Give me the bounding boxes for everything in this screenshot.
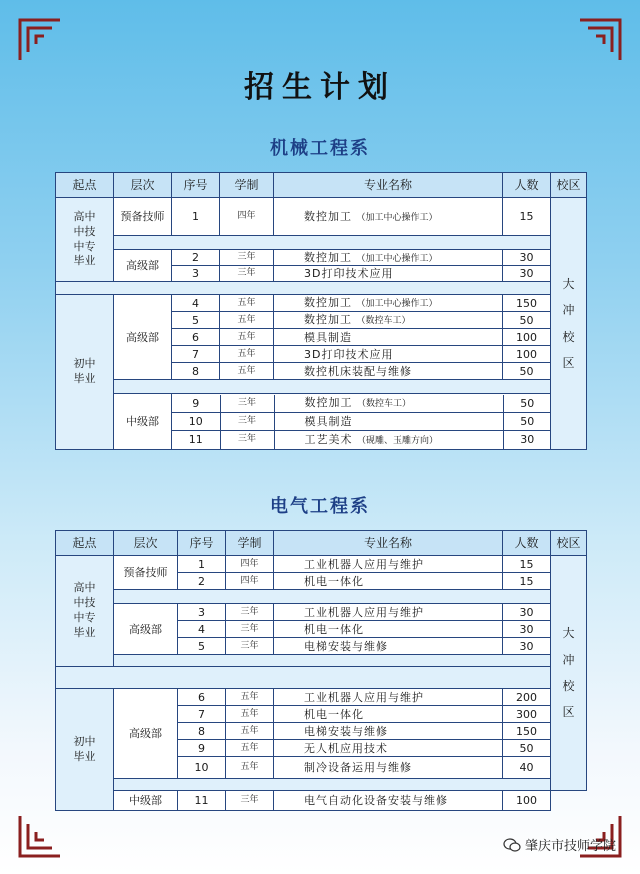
campus-cell: 大 冲 校 区 [551,198,587,450]
major-cell: 数控机床装配与维修 [274,363,503,380]
no-cell: 6 [172,329,220,346]
duration-cell: 五年 [220,363,274,380]
no-cell: 2 [172,250,220,266]
table-row [56,295,587,312]
spacer-row [56,667,587,689]
column-header: 起点 [56,173,114,198]
table-row [56,198,587,236]
count-cell: 30 [503,266,551,282]
table-row [172,431,551,449]
column-header: 学制 [226,531,274,556]
no-cell: 2 [178,573,226,590]
corner-ornament-icon [16,812,64,860]
count-cell: 150 [503,295,551,312]
major-cell: 3D打印技术应用 [274,346,503,363]
major-cell: 模具制造 [274,413,503,431]
no-cell: 9 [172,395,220,413]
major-cell: 工业机器人应用与维护 [274,604,503,621]
table-row [56,394,587,450]
duration-cell: 五年 [220,295,274,312]
level-cell: 高级部 [114,689,178,779]
column-header: 专业名称 [274,173,503,198]
major-cell: 电梯安装与维修 [274,638,503,655]
count-cell: 30 [503,638,551,655]
table-row [56,791,587,811]
column-header: 学制 [220,173,274,198]
duration-cell: 三年 [220,413,274,431]
campus-cell: 大 冲 校 区 [551,556,587,791]
column-header: 人数 [503,531,551,556]
duration-cell: 五年 [226,757,274,779]
no-cell: 8 [172,363,220,380]
no-cell: 6 [178,689,226,706]
no-cell: 11 [172,431,220,449]
count-cell: 40 [503,757,551,779]
count-cell: 15 [503,573,551,590]
duration-cell: 五年 [226,706,274,723]
major-cell: 3D打印技术应用 [274,266,503,282]
no-cell: 11 [178,791,226,811]
column-header: 层次 [114,173,172,198]
wechat-watermark [503,835,616,854]
column-header: 序号 [178,531,226,556]
no-cell: 9 [178,740,226,757]
major-cell: 数控加工 （加工中心操作工） [274,250,503,266]
level-cell: 高级部 [114,295,172,380]
count-cell: 300 [503,706,551,723]
count-cell: 30 [503,604,551,621]
spacer-row [56,590,587,604]
level-cell: 中级部 [114,791,178,811]
column-header: 专业名称 [274,531,503,556]
count-cell: 50 [503,363,551,380]
duration-cell: 三年 [220,266,274,282]
spacer-row [56,380,587,394]
enrollment-table-mechanical [55,172,587,450]
table-row [172,413,551,431]
major-cell: 机电一体化 [274,706,503,723]
duration-cell: 五年 [226,723,274,740]
column-header: 起点 [56,531,114,556]
table-row [172,395,551,413]
no-cell: 3 [172,266,220,282]
major-cell: 模具制造 [274,329,503,346]
table-header-row [56,531,587,556]
no-cell: 4 [178,621,226,638]
count-cell: 30 [503,431,551,449]
duration-cell: 四年 [226,556,274,573]
major-cell: 制冷设备运用与维修 [274,757,503,779]
duration-cell: 四年 [226,573,274,590]
table-row [56,689,587,706]
duration-cell: 三年 [226,791,274,811]
count-cell: 100 [503,329,551,346]
spacer-row [56,779,587,791]
level-cell: 高级部 [114,250,172,282]
count-cell: 50 [503,413,551,431]
duration-cell: 三年 [220,250,274,266]
column-header: 序号 [172,173,220,198]
level-cell: 预备技师 [114,556,178,590]
major-cell: 数控加工 （数控车工） [274,312,503,329]
dept-title-mechanical: 机械工程系 [270,138,370,159]
major-cell: 机电一体化 [274,573,503,590]
duration-cell: 三年 [226,604,274,621]
table-row [56,556,587,573]
major-cell: 机电一体化 [274,621,503,638]
no-cell: 5 [178,638,226,655]
table-row [56,604,587,621]
no-cell: 1 [172,198,220,236]
duration-cell: 四年 [220,198,274,236]
start-cell: 高中 中技 中专 毕业 [56,198,114,282]
watermark-text: 肇庆市技师学院 [524,839,616,854]
duration-cell: 三年 [226,621,274,638]
major-cell: 工业机器人应用与维护 [274,556,503,573]
no-cell: 7 [172,346,220,363]
major-cell: 数控加工 （加工中心操作工） [274,198,503,236]
start-cell: 高中 中技 中专 毕业 [56,556,114,667]
no-cell: 3 [178,604,226,621]
table-header-row [56,173,587,198]
count-cell: 150 [503,723,551,740]
start-cell: 初中 毕业 [56,295,114,450]
no-cell: 4 [172,295,220,312]
count-cell: 100 [503,346,551,363]
duration-cell: 三年 [226,638,274,655]
major-cell: 电气自动化设备安装与维修 [274,791,503,811]
no-cell: 10 [172,413,220,431]
spacer-row [56,282,587,295]
spacer-row [56,236,587,250]
column-header: 人数 [503,173,551,198]
major-cell: 电梯安装与维修 [274,723,503,740]
duration-cell: 五年 [220,329,274,346]
major-cell: 工业机器人应用与维护 [274,689,503,706]
count-cell: 50 [503,395,551,413]
corner-ornament-icon [16,16,64,64]
duration-cell: 三年 [220,395,274,413]
start-cell: 初中 毕业 [56,689,114,811]
count-cell: 15 [503,198,551,236]
major-cell: 数控加工 （数控车工） [274,395,503,413]
count-cell: 100 [503,791,551,811]
duration-cell: 五年 [220,346,274,363]
duration-cell: 五年 [226,689,274,706]
level-cell: 高级部 [114,604,178,655]
no-cell: 5 [172,312,220,329]
wechat-icon [503,838,521,852]
duration-cell: 五年 [226,740,274,757]
table-row [56,250,587,266]
count-cell: 15 [503,556,551,573]
column-header: 校区 [551,173,587,198]
column-header: 层次 [114,531,178,556]
level-cell: 预备技师 [114,198,172,236]
major-cell: 无人机应用技术 [274,740,503,757]
count-cell: 30 [503,250,551,266]
no-cell: 10 [178,757,226,779]
no-cell: 8 [178,723,226,740]
no-cell: 1 [178,556,226,573]
major-cell: 数控加工 （加工中心操作工） [274,295,503,312]
column-header: 校区 [551,531,587,556]
count-cell: 50 [503,740,551,757]
enrollment-table-electrical [55,530,587,811]
count-cell: 200 [503,689,551,706]
major-cell: 工艺美术 （砚雕、玉雕方向） [274,431,503,449]
duration-cell: 三年 [220,431,274,449]
dept-title-electrical: 电气工程系 [270,496,370,517]
no-cell: 7 [178,706,226,723]
page-title: 招生计划 [244,70,396,105]
spacer-row [56,655,587,667]
count-cell: 30 [503,621,551,638]
corner-ornament-icon [576,16,624,64]
count-cell: 50 [503,312,551,329]
level-cell: 中级部 [114,394,172,450]
duration-cell: 五年 [220,312,274,329]
